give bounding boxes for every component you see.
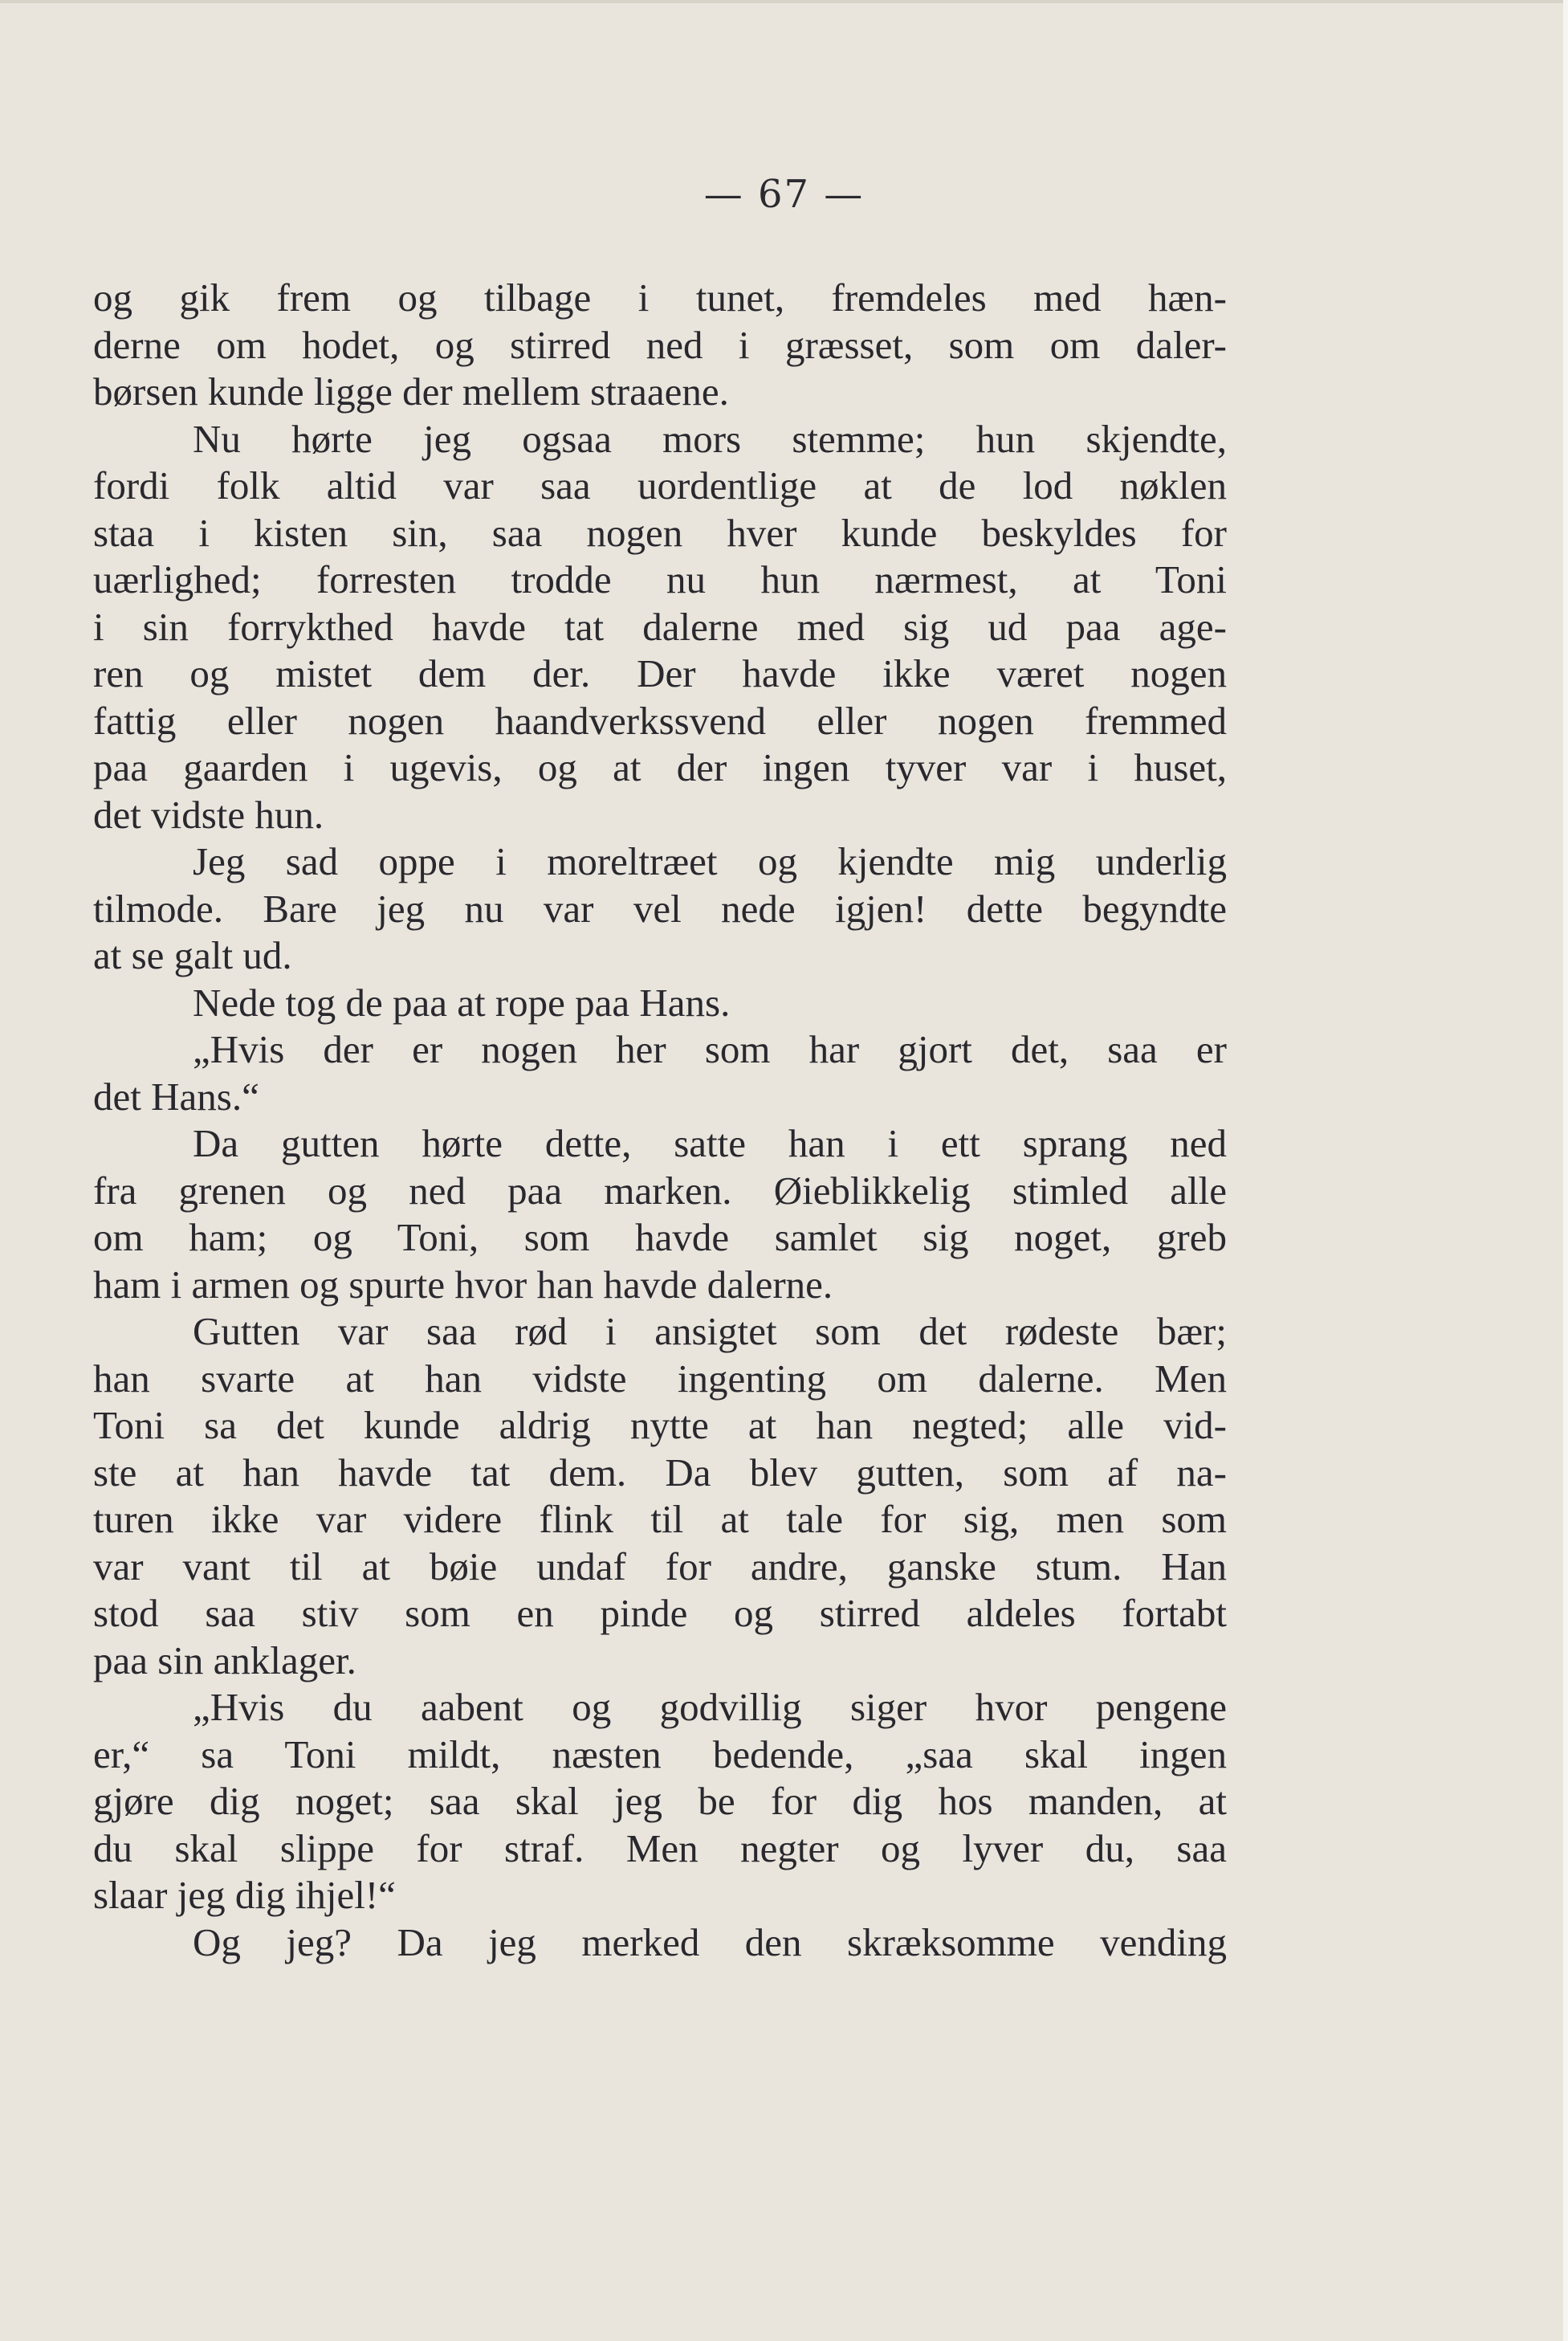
text-line: du skal slippe for straf. Men negter og lyver du, saa [93, 1825, 1227, 1870]
text-line: fordi folk altid var saa uordentlige at de lod nøklen [93, 463, 1227, 508]
scan-edge-top [0, 0, 1568, 3]
text-line: uærlighed; forresten trodde nu hun nærmest, at Toni [93, 557, 1227, 602]
text-line: børsen kunde ligge der mellem straaene. [93, 369, 729, 414]
text-line: om ham; og Toni, som havde samlet sig noget, greb [93, 1215, 1227, 1259]
text-line: og gik frem og tilbage i tunet, fremdeles med hæn- [93, 275, 1227, 320]
text-line: Og jeg? Da jeg merked den skræksomme vending [193, 1919, 1227, 1964]
text-line: „Hvis du aabent og godvillig siger hvor pengene [193, 1685, 1227, 1729]
text-line: han svarte at han vidste ingenting om dalerne. Men [93, 1356, 1227, 1401]
body-text [93, 275, 1227, 1966]
text-line: Nede tog de paa at rope paa Hans. [193, 980, 731, 1025]
text-line: ham i armen og spurte hvor han havde dalerne. [93, 1262, 833, 1307]
text-line: „Hvis der er nogen her som har gjort det, saa er [193, 1027, 1227, 1071]
text-line: paa sin anklager. [93, 1637, 356, 1682]
text-line: stod saa stiv som en pinde og stirred aldeles fortabt [93, 1591, 1227, 1635]
text-line: turen ikke var videre flink til at tale for sig, men som [93, 1497, 1227, 1541]
text-line: Da gutten hørte dette, satte han i ett sprang ned [193, 1121, 1227, 1165]
text-line: at se galt ud. [93, 933, 292, 977]
text-line: gjøre dig noget; saa skal jeg be for dig hos manden, at [93, 1779, 1227, 1823]
text-line: Jeg sad oppe i moreltræet og kjendte mig underlig [193, 839, 1227, 883]
scan-edge-right [1563, 0, 1568, 2341]
text-line: ste at han havde tat dem. Da blev gutten, som af na- [93, 1450, 1227, 1495]
text-line: i sin forrykthed havde tat dalerne med sig ud paa age- [93, 604, 1227, 649]
text-line: Gutten var saa rød i ansigtet som det rødeste bær; [193, 1309, 1227, 1353]
text-line: paa gaarden i ugevis, og at der ingen tyver var i huset, [93, 745, 1227, 789]
text-line: var vant til at bøie undaf for andre, ganske stum. Han [93, 1544, 1227, 1589]
text-line: derne om hodet, og stirred ned i græsset, som om daler- [93, 322, 1227, 367]
text-line: fra grenen og ned paa marken. Øieblikkelig stimled alle [93, 1168, 1227, 1213]
text-line: ren og mistet dem der. Der havde ikke været nogen [93, 651, 1227, 695]
text-line: Nu hørte jeg ogsaa mors stemme; hun skjendte, [193, 416, 1227, 461]
text-line: staa i kisten sin, saa nogen hver kunde beskyldes for [93, 510, 1227, 555]
text-line: fattig eller nogen haandverkssvend eller nogen fremmed [93, 698, 1227, 743]
text-line: det vidste hun. [93, 792, 324, 837]
text-line: er,“ sa Toni mildt, næsten bedende, „saa skal ingen [93, 1731, 1227, 1776]
text-line: det Hans.“ [93, 1074, 259, 1119]
text-line: slaar jeg dig ihjel!“ [93, 1873, 396, 1917]
page-number: — 67 — [703, 172, 865, 217]
text-line: Toni sa det kunde aldrig nytte at han negted; alle vid- [93, 1403, 1227, 1447]
text-line: tilmode. Bare jeg nu var vel nede igjen! dette begyndte [93, 886, 1227, 931]
